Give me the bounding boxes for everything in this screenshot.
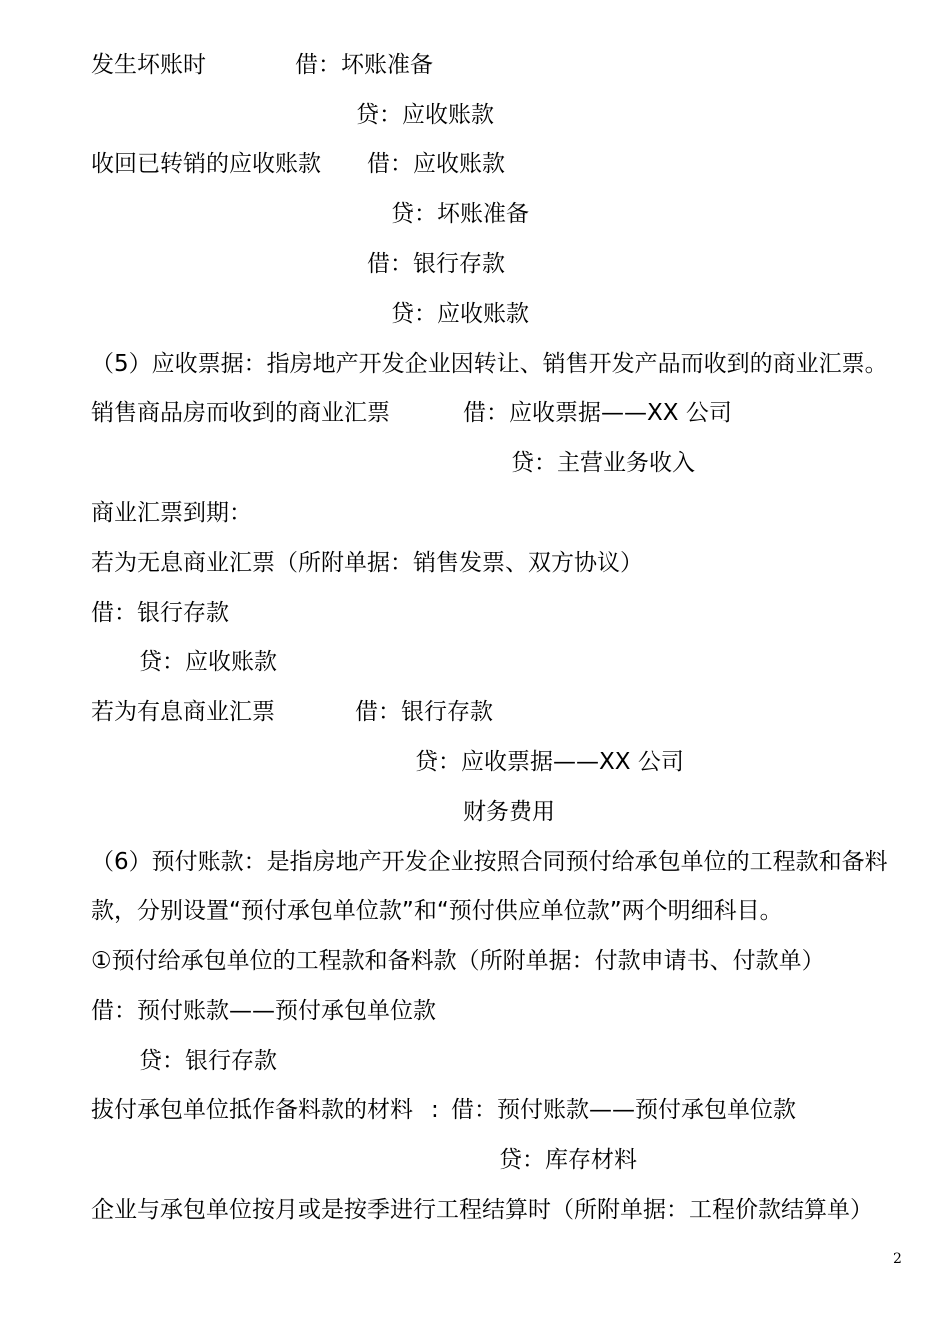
text-line: : xyxy=(431,1097,439,1123)
text-line: 贷：应收账款 xyxy=(356,102,494,128)
text-line: 借：应收账款 xyxy=(367,151,505,177)
text-line: 款，分别设置“预付承包单位款”和“预付供应单位款”两个明细科目。 xyxy=(91,898,783,924)
page-number: 2 xyxy=(893,1251,902,1267)
text-line: 企业与承包单位按月或是按季进行工程结算时（所附单据：工程价款结算单） xyxy=(91,1197,873,1223)
text-line: 财务费用 xyxy=(463,799,555,825)
text-line: 贷：坏账准备 xyxy=(391,201,529,227)
text-line: 商业汇票到期： xyxy=(91,500,252,526)
text-line: 贷：银行存款 xyxy=(139,1048,277,1074)
text-line: 拔付承包单位抵作备料款的材料 xyxy=(91,1097,413,1123)
text-line: 若为有息商业汇票 xyxy=(91,699,275,725)
text-line: 贷：主营业务收入 xyxy=(511,450,695,476)
text-line: 借：坏账准备 xyxy=(295,52,433,78)
text-line: 借：应收票据——XX 公司 xyxy=(463,400,732,426)
text-line: 借：银行存款 xyxy=(91,600,229,626)
text-line: 发生坏账时 xyxy=(91,52,206,78)
text-line: 贷：应收票据——XX 公司 xyxy=(415,749,684,775)
text-line: 收回已转销的应收账款 xyxy=(91,151,321,177)
text-line: 若为无息商业汇票（所附单据：销售发票、双方协议） xyxy=(91,550,643,576)
section-heading: （6）预付账款：是指房地产开发企业按照合同预付给承包单位的工程款和备料 xyxy=(91,849,888,875)
text-line: 借：预付账款——预付承包单位款 xyxy=(91,998,436,1024)
text-line: 借：银行存款 xyxy=(355,699,493,725)
text-line: ①预付给承包单位的工程款和备料款（所附单据：付款申请书、付款单） xyxy=(91,948,825,974)
text-line: 借：银行存款 xyxy=(367,251,505,277)
section-heading: （5）应收票据：指房地产开发企业因转让、销售开发产品而收到的商业汇票。 xyxy=(91,351,888,377)
text-line: 销售商品房而收到的商业汇票 xyxy=(91,400,390,426)
text-line: 借：预付账款——预付承包单位款 xyxy=(451,1097,796,1123)
text-line: 贷：应收账款 xyxy=(139,649,277,675)
text-line: 贷：应收账款 xyxy=(391,301,529,327)
text-line: 贷：库存材料 xyxy=(499,1147,637,1173)
